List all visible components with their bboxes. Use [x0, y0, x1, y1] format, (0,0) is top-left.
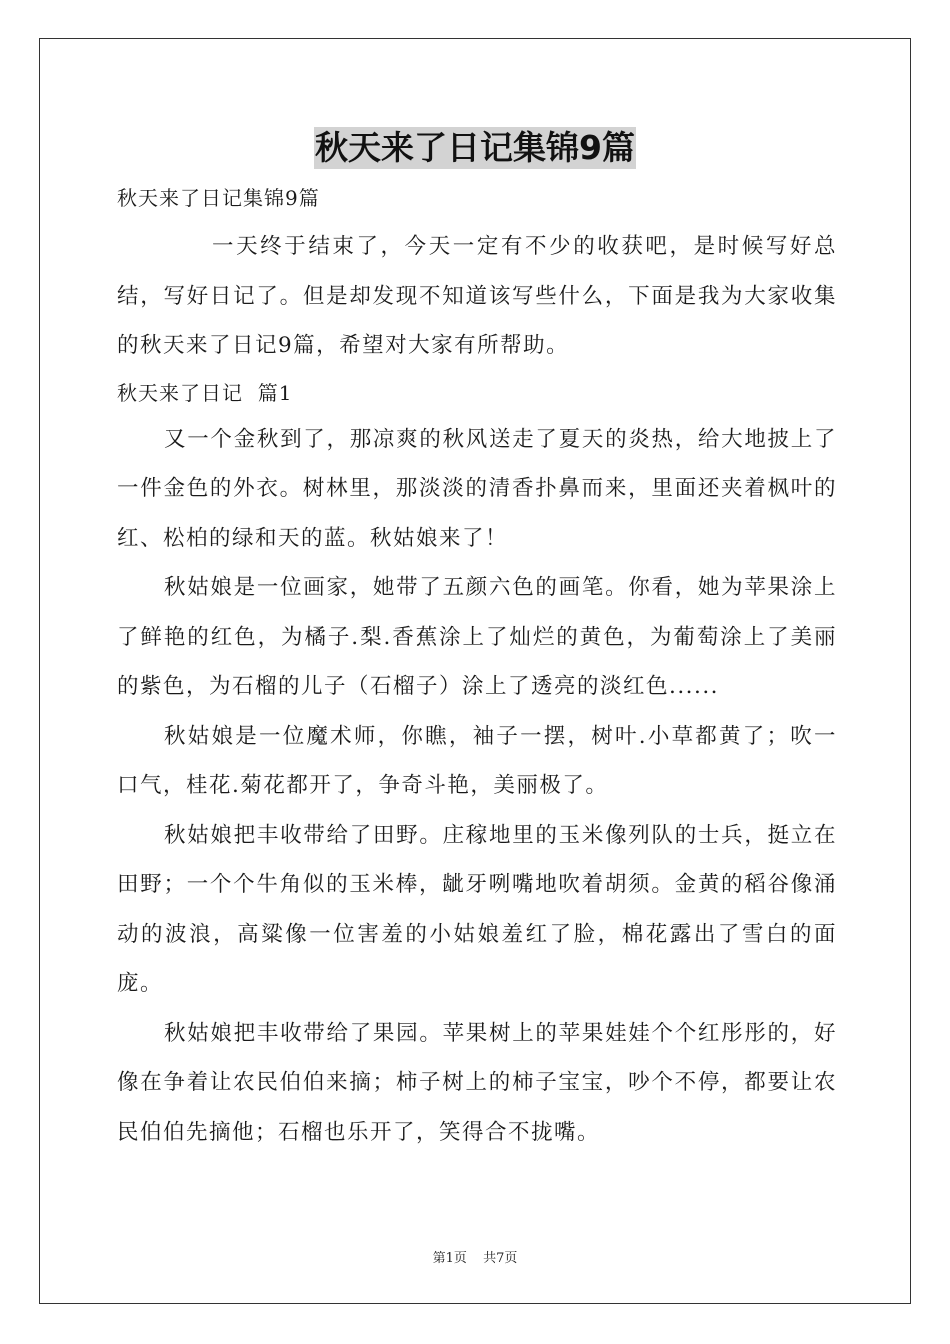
page-footer	[0, 1247, 950, 1266]
body-paragraph-3: 秋姑娘是一位魔术师，你瞧，袖子一摆，树叶.小草都黄了；吹一口气，桂花.菊花都开了，争奇斗艳，美丽极了。	[117, 723, 837, 798]
document-body	[117, 180, 837, 1157]
page-number-current: 第1页	[432, 1251, 467, 1266]
section-heading: 秋天来了日记 篇1	[117, 380, 293, 405]
body-paragraph-5: 秋姑娘把丰收带给了果园。苹果树上的苹果娃娃个个红彤彤的，好像在争着让农民伯伯来摘；柿子树上的柿子宝宝，吵个不停，都要让农民伯伯先摘他；石榴也乐开了，笑得合不拢嘴。	[117, 1020, 837, 1145]
document-title: 秋天来了日记集锦9篇	[315, 128, 635, 167]
body-paragraph-2: 秋姑娘是一位画家，她带了五颜六色的画笔。你看，她为苹果涂上了鲜艳的红色，为橘子.梨.香蕉涂上了灿烂的黄色，为葡萄涂上了美丽的紫色，为石榴的儿子（石榴子）涂上了透亮的淡红色......	[117, 575, 837, 699]
body-paragraph-1: 又一个金秋到了，那凉爽的秋风送走了夏天的炎热，给大地披上了一件金色的外衣。树林里，那淡淡的清香扑鼻而来，里面还夹着枫叶的红、松柏的绿和天的蓝。秋姑娘来了！	[117, 426, 837, 551]
page-number-total: 共7页	[483, 1251, 518, 1266]
title-container	[0, 127, 950, 169]
document-subtitle: 秋天来了日记集锦9篇	[117, 186, 320, 210]
intro-paragraph: 一天终于结束了，今天一定有不少的收获吧，是时候写好总结，写好日记了。但是却发现不知道该写些什么，下面是我为大家收集的秋天来了日记9篇，希望对大家有所帮助。	[117, 234, 837, 358]
body-paragraph-4: 秋姑娘把丰收带给了田野。庄稼地里的玉米像列队的士兵，挺立在田野；一个个牛角似的玉米棒，龇牙咧嘴地吹着胡须。金黄的稻谷像涌动的波浪，高粱像一位害羞的小姑娘羞红了脸，棉花露出了雪白的面庞。	[117, 822, 837, 996]
